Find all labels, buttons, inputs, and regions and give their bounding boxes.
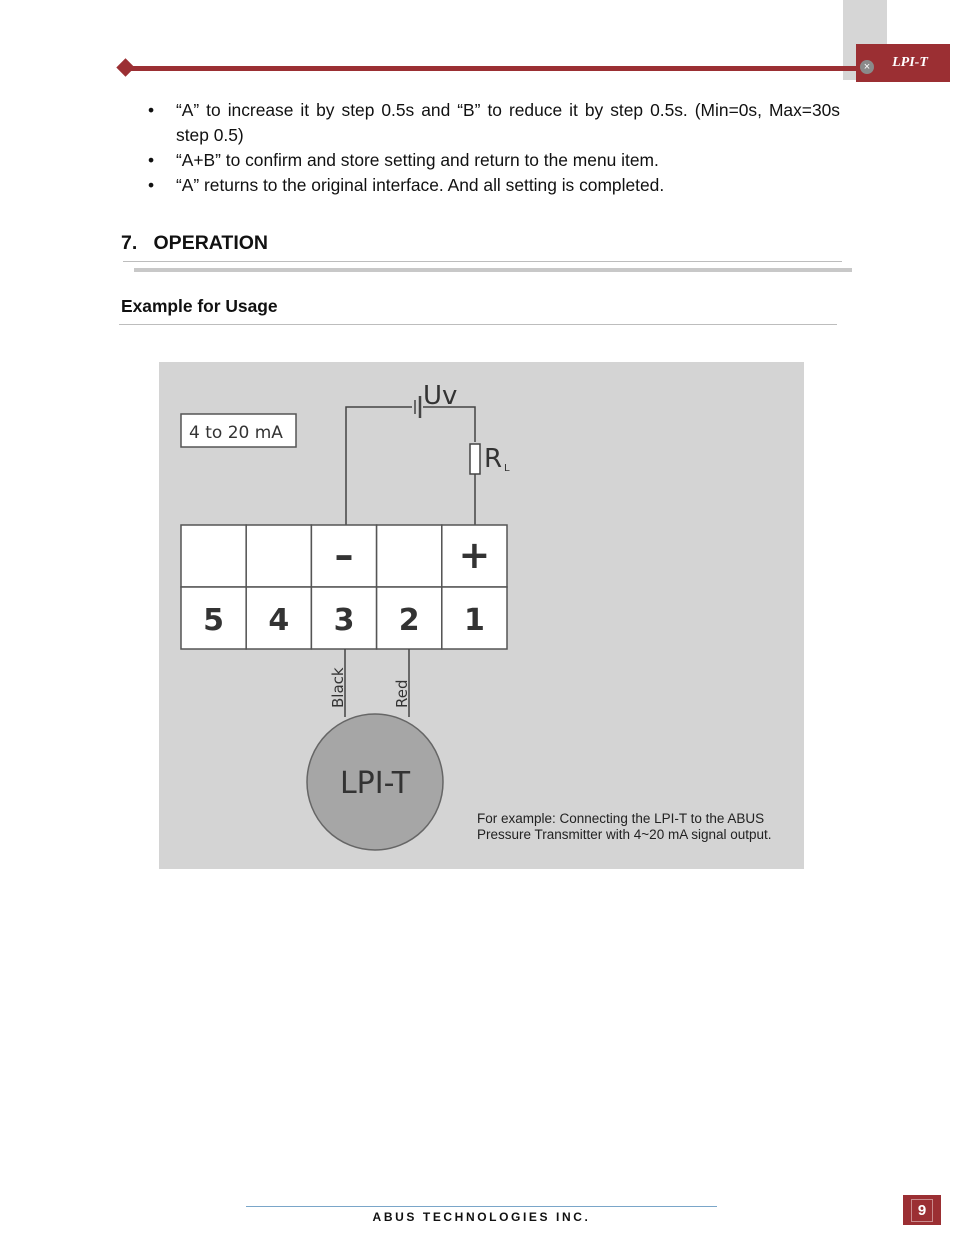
bullet-icon: • — [148, 150, 155, 170]
supply-wire-right — [423, 407, 475, 442]
terminal-sign: + — [458, 533, 491, 577]
subsection-rule — [119, 324, 837, 325]
section-rule — [123, 261, 842, 262]
resistor-icon — [470, 444, 480, 474]
bullet-icon: • — [148, 100, 155, 120]
list-item-text: “A+B” to confirm and store setting and return to the menu item. — [176, 150, 659, 170]
header-diamond — [116, 58, 134, 76]
terminal-sign-cell — [377, 525, 442, 587]
red-wire-label: Red — [393, 679, 411, 708]
terminal-block — [181, 525, 507, 649]
terminal-sign-cell — [246, 525, 311, 587]
list-item-text: “A” returns to the original interface. And all setting is completed. — [176, 175, 665, 195]
terminal-sign-cell — [181, 525, 246, 587]
list-item — [148, 148, 840, 173]
supply-label: Uv — [423, 381, 458, 411]
list-item — [148, 173, 840, 198]
footer-company: ABUS TECHNOLOGIES INC. — [372, 1210, 591, 1224]
instruction-list — [148, 98, 840, 198]
terminal-sign: – — [334, 533, 354, 577]
footer-rule — [246, 1206, 717, 1207]
section-rule-thick — [134, 268, 852, 272]
caption-line-1: For example: Connecting the LPI-T to the ABUS — [477, 811, 765, 826]
terminal-number: 3 — [333, 603, 355, 638]
black-wire-label: Black — [329, 667, 347, 708]
wiring-diagram — [159, 362, 804, 869]
list-item-text: “A” to increase it by step 0.5s and “B” to reduce it by step 0.5s. (Min=0s, Max=30s step 0.5) — [176, 100, 840, 145]
caption-line-2: Pressure Transmitter with 4~20 mA signal output. — [477, 827, 772, 842]
section-title: 7. OPERATION — [121, 232, 268, 254]
header-product-label: LPI-T — [856, 44, 950, 82]
device-label: LPI-T — [339, 766, 411, 801]
terminal-number: 1 — [463, 603, 485, 638]
page-number-badge — [903, 1195, 941, 1225]
subsection-title: Example for Usage — [121, 296, 278, 316]
header-rule — [125, 66, 856, 71]
resistor-label: R — [484, 444, 503, 474]
list-item — [148, 98, 840, 148]
page-number: 9 — [911, 1199, 933, 1222]
header-close-icon: × — [860, 60, 874, 74]
mode-label: 4 to 20 mA — [189, 423, 283, 443]
resistor-subscript: L — [504, 463, 510, 474]
bullet-icon: • — [148, 175, 155, 195]
terminal-number: 5 — [203, 603, 225, 638]
supply-wire-left — [346, 407, 412, 525]
terminal-number: 2 — [398, 603, 420, 638]
terminal-number: 4 — [268, 603, 290, 638]
